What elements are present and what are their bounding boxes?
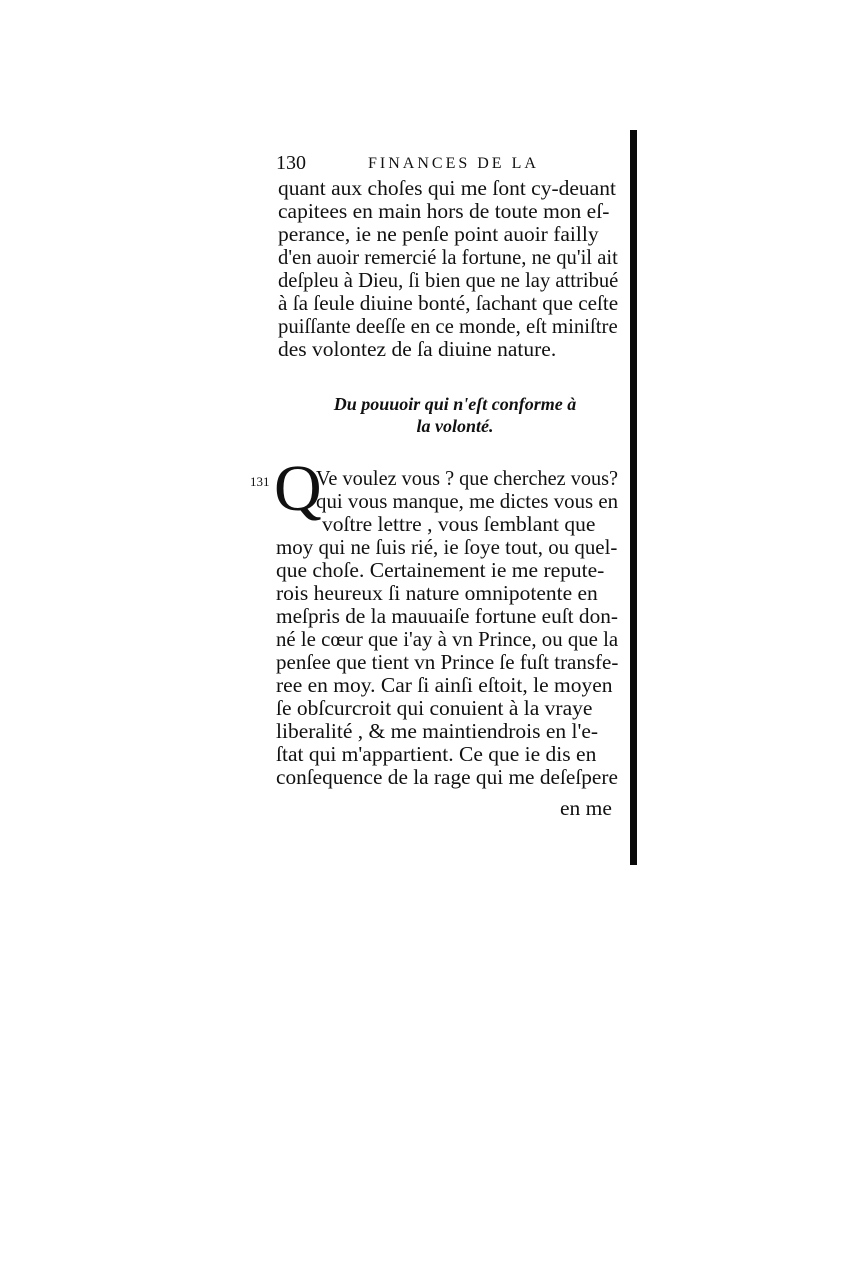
text-line: moy qui ne ſuis rié, ie ſoye tout, ou quel- (276, 535, 618, 559)
text-line: à ſa ſeule diuine bonté, ſachant que ceſte (278, 291, 619, 315)
text-line: voſtre lettre , vous ſemblant que (322, 512, 596, 536)
text-line: puiſſante deeſſe en ce monde, eſt miniſtre (278, 314, 618, 338)
text-line: qui vous manque, me dictes vous en (316, 489, 619, 513)
text-line: des volontez de ſa diuine nature. (278, 337, 557, 361)
text-line: capitees en main hors de toute mon eſ- (278, 199, 610, 223)
text-line: ſe obſcurcroit qui conuient à la vraye (276, 696, 593, 720)
text-line: deſpleu à Dieu, ſi bien que ne lay attribué (278, 268, 619, 292)
gutter-rule (630, 130, 637, 865)
text-line: ſtat qui m'appartient. Ce que ie dis en (276, 742, 597, 766)
section-heading-line-1: Du pouuoir qui n'eſt conforme à (333, 394, 577, 414)
text-line: meſpris de la mauuaiſe fortune euſt don- (276, 604, 618, 628)
margin-section-number: 131 (250, 474, 270, 489)
text-line: penſee que tient vn Prince ſe fuſt transfe- (276, 650, 619, 674)
section-heading-line-2: la volonté. (416, 416, 494, 436)
text-line: liberalité , & me maintiendrois en l'e- (276, 719, 599, 743)
text-line: rois heureux ſi nature omnipotente en (276, 581, 598, 605)
catchword: en me (560, 796, 612, 820)
text-line: ree en moy. Car ſi ainſi eſtoit, le moyen (276, 673, 613, 697)
drop-cap: Q (274, 452, 322, 525)
running-head: FINANCES DE LA (368, 155, 539, 172)
text-line: perance, ie ne penſe point auoir failly (278, 222, 599, 246)
page-number: 130 (276, 152, 306, 174)
page-header (276, 152, 621, 176)
text-line: Ve voulez vous ? que cherchez vous? (316, 466, 619, 490)
text-line: né le cœur que i'ay à vn Prince, ou que la (276, 627, 619, 651)
text-line: quant aux choſes qui me ſont cy-deuant (278, 176, 616, 200)
text-line: que choſe. Certainement ie me repute- (276, 558, 605, 582)
text-line: conſequence de la rage qui me deſeſpere (276, 765, 618, 789)
text-line: d'en auoir remercié la fortune, ne qu'il ait (278, 245, 618, 269)
